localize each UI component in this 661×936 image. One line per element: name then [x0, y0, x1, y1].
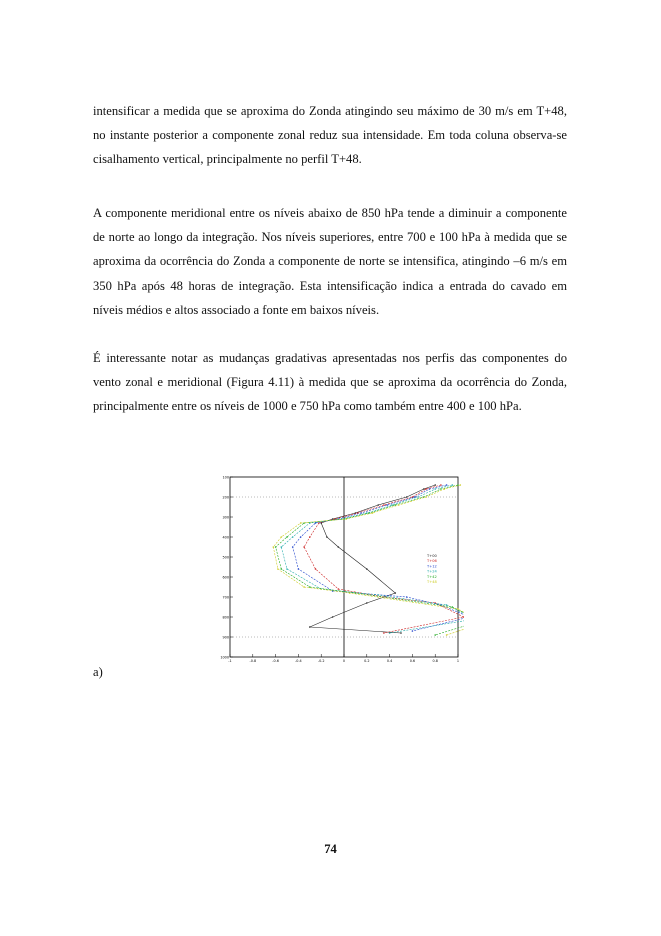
series-point-T+00-11 — [366, 602, 368, 604]
paragraph-1: intensificar a medida que se aproxima do Zonda atingindo seu máximo de 30 m/s em T+48, no instante posterior a componente zonal reduz sua intensidade. Em toda coluna observa-se cisalhamento vertical, principalmente no perfil T+48. — [93, 104, 567, 167]
series-point-T+24-2 — [417, 496, 419, 498]
series-point-T+24-7 — [292, 536, 294, 538]
x-tick-label-1: 1 — [456, 659, 460, 663]
series-point-T+24-9 — [286, 568, 288, 570]
series-point-T+00-10 — [395, 592, 397, 594]
x-tick-label--0.2: -0.2 — [317, 659, 325, 663]
y-tick-label-200: 200 — [222, 495, 229, 500]
x-tick-label-0: 0 — [342, 659, 346, 663]
figure-label: a) — [93, 665, 103, 679]
y-tick-label-400: 400 — [222, 535, 229, 540]
legend-entry-T+12: T+12 — [427, 564, 437, 569]
series-point-T+42-8 — [275, 546, 277, 548]
series-point-T+00-3 — [377, 504, 379, 506]
series-point-T+48-9 — [277, 568, 279, 570]
y-tick-label-300: 300 — [222, 515, 229, 520]
series-point-T+48-5 — [345, 518, 347, 520]
wind-profile-figure — [220, 473, 464, 665]
series-point-T+00-12 — [332, 616, 334, 618]
series-point-T+48-11 — [349, 592, 351, 594]
series-point-T+42-14 — [434, 634, 436, 636]
series-point-T+12-9 — [298, 568, 300, 570]
series-line-T+12 — [293, 485, 464, 631]
y-tick-label-100: 100 — [222, 475, 229, 480]
series-point-T+12-1 — [429, 488, 431, 490]
series-point-T+42-12 — [452, 606, 454, 608]
series-point-T+00-13 — [309, 626, 311, 628]
series-point-T+48-7 — [281, 536, 283, 538]
y-tick-label-600: 600 — [222, 575, 229, 580]
legend-entry-T+42: T+42 — [427, 574, 437, 579]
series-point-T+24-1 — [434, 488, 436, 490]
series-point-T+06-10 — [338, 588, 340, 590]
series-point-T+48-1 — [444, 488, 446, 490]
x-tick-label--0.8: -0.8 — [249, 659, 257, 663]
page-number: 74 — [324, 842, 337, 856]
y-tick-label-1000: 1000 — [220, 655, 229, 660]
series-point-T+00-0 — [434, 484, 436, 486]
legend-entry-T+06: T+06 — [427, 559, 437, 564]
series-point-T+12-4 — [360, 512, 362, 514]
series-point-T+48-6 — [300, 522, 302, 524]
x-tick-label--1: -1 — [228, 659, 232, 663]
legend-entry-T+00: T+00 — [427, 554, 437, 558]
series-point-T+24-14 — [389, 632, 391, 634]
series-point-T+06-14 — [383, 632, 385, 634]
series-point-T+06-0 — [440, 484, 442, 486]
series-point-T+06-7 — [309, 536, 311, 538]
series-point-T+48-4 — [372, 512, 374, 514]
series-point-T+42-1 — [440, 488, 442, 490]
series-point-T+06-9 — [315, 568, 317, 570]
series-point-T+12-14 — [412, 630, 414, 632]
series-point-T+48-3 — [398, 504, 400, 506]
series-point-T+48-10 — [303, 586, 305, 588]
y-tick-label-900: 900 — [222, 635, 229, 640]
series-point-T+12-11 — [406, 596, 408, 598]
y-tick-label-700: 700 — [222, 595, 229, 600]
series-point-T+00-9 — [366, 568, 368, 570]
x-tick-label-0.4: 0.4 — [386, 659, 393, 663]
series-point-T+00-14 — [400, 632, 402, 634]
legend-entry-T+24: T+24 — [427, 569, 437, 574]
series-point-T+06-8 — [303, 546, 305, 548]
paragraph-3: É interessante notar as mudanças gradativas apresentadas nos perfis das componentes do vento zonal e meridional (Figura 4.11) à medida que se aproxima da ocorrência do Zonda, principalmente entre os níveis de 1000 e 750 hPa como também entre 400 e 100 hPa. — [93, 351, 567, 414]
paragraph-2: A componente meridional entre os níveis abaixo de 850 hPa tende a diminuir a componente de norte ao longo da integração. Nos níveis superiores, entre 700 e 100 hPa à medida que se aproxima da ocorrência do Zonda a componente de norte se intensifica, atingindo –6 m/s em 350 hPa após 48 horas de integração. Esta intensificação indica a entrada do cavado em níveis médios e altos associado a fonte em baixos níveis. — [93, 206, 567, 317]
series-point-T+42-7 — [286, 536, 288, 538]
series-point-T+06-1 — [425, 488, 427, 490]
y-tick-label-500: 500 — [222, 555, 229, 560]
series-point-T+24-0 — [452, 484, 454, 486]
x-tick-label-0.6: 0.6 — [409, 659, 416, 663]
series-point-T+42-9 — [281, 568, 283, 570]
series-point-T+00-1 — [423, 488, 425, 490]
x-tick-label--0.4: -0.4 — [295, 659, 302, 663]
series-line-T+06 — [304, 485, 464, 633]
legend-entry-T+48: T+48 — [427, 580, 437, 584]
series-point-T+00-7 — [326, 536, 328, 538]
series-point-T+00-2 — [406, 496, 408, 498]
series-point-T+48-12 — [457, 608, 459, 610]
series-point-T+48-14 — [446, 634, 448, 636]
series-point-T+48-8 — [273, 546, 275, 548]
x-tick-label-0.8: 0.8 — [432, 659, 438, 663]
series-point-T+12-7 — [300, 536, 302, 538]
series-point-T+48-0 — [459, 484, 461, 486]
y-tick-label-800: 800 — [222, 615, 229, 620]
series-point-T+24-8 — [281, 546, 283, 548]
x-tick-label--0.6: -0.6 — [272, 659, 279, 663]
series-point-T+42-4 — [368, 512, 370, 514]
series-point-T+24-12 — [446, 604, 448, 606]
x-tick-label-0.2: 0.2 — [364, 659, 370, 663]
series-point-T+48-2 — [425, 496, 427, 498]
series-point-T+00-8 — [338, 546, 340, 548]
series-point-T+12-8 — [292, 546, 294, 548]
wind-profile-chart — [220, 473, 464, 665]
series-point-T+12-3 — [387, 504, 389, 506]
series-line-T+00 — [310, 485, 435, 633]
series-point-T+12-0 — [446, 484, 448, 486]
series-point-T+24-11 — [377, 594, 379, 596]
